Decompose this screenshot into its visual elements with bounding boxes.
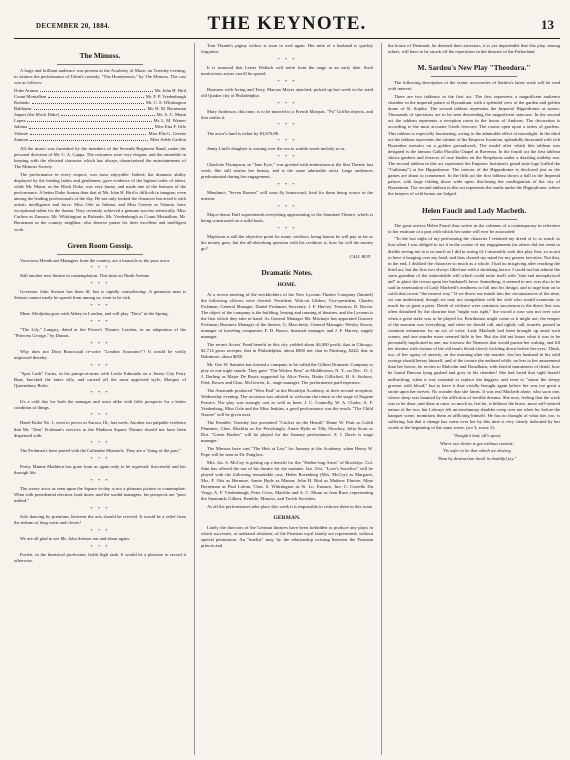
- item-separator: * * *: [90, 362, 110, 368]
- paragraph: The performance in every respect, was most enjoyable. Indeed, the dramatic ability displayed by the leading ladies and gentlemen, gave evidence of the highest order of talent, while Mr. Munn, as the Mock Duke, was very funny, and made one of the features of the performance. A better Duke Aranza than that of Mr. John H. Bird is difficult to imagine, even among the leading professionals of the day. He not only looked the character but acted it with artistic intelligence and force. Miss Orle as Juliana, and Miss Greene as Volante, have exceptional talent for the drama. They certainly achieved a genuine success artistically. Miss Carlton as Zamora, Mr. Whittington as Rolando, Mr. Vredenburgh as Count Montalban, Mr. Berneman as the country neighbor, also deserve praise for their excellent and intelligent work.: [14, 171, 186, 232]
- cast-actor: Mr. L. M. Warner: [153, 118, 186, 124]
- german-notes-body: [201, 525, 373, 549]
- item-separator: * * *: [277, 78, 297, 84]
- cast-actor: Mr. F. P. Vredenburgh: [145, 93, 186, 99]
- article-gossip-body: [14, 258, 186, 564]
- article-intro: A large and brilliant audience was present at the Academy of Music on Tuesday evening, to witness the performance of Tobin's comedy, "The Honeymoon," by The Mimoss. The cast was as follows:: [14, 68, 186, 86]
- dramatic-note: The Kemble, Tuesday last presented "Cricket on the Hearth" Dame W. Pratt as Caleb Plummer, Chas. Macklin as Joe Perrybingle, Annie Hyde as Tilly Slowboy, Julia Stout as Dot. "Green Bushes" will be played for the January performance. S. I. Davis is stage manager.: [201, 420, 373, 444]
- column-2: [194, 43, 373, 755]
- leader-dots: [27, 118, 151, 122]
- gossip-item: The weary actor as seen upon the Square to-day is not a pleasant picture to contemplate. What with presidential election, hard times, and the sordid managers, his prospects are "poor indeed.": [14, 486, 186, 504]
- cast-actor: Mr. A. C. Munn: [156, 112, 186, 118]
- item-separator: * * *: [277, 153, 297, 159]
- paragraph: There are two tableaux in the first act. The first represents a magnificent audience chamber in the imperial palace at Byzantium, with a splendid view of the garden and golden dome of St. Sophia. The second tableau represents the Imperial Hippodrome at sunset. Thousands of spectators are to be seen descending the magnificent staircase. In the second act the tableau represents a reception room in the house of Andreas. The decoration is according to the most accurate Greek frescoes. The rooms open upon a series of gardens. This tableau is especially fascinating, owing to the admirable effect of moonlight. In the third act the tableau represents the cabinet of the Emperor Justinian, splendidly decorated with rich Byzantine mosaics on a golden groundwork. The model after which this tableau was designed is the famous Galla Placidia Chapel at Ravenna. In the fourth act the first tableau shows gardens and terraces of rose bushes on the Bosphorus under a dazzling midday sun. The second tableau in this act represents the Emperor Justinian's grand state loge (called the "Cathisma") at the Hippodrome. The interior of the Hippodrome is disclosed just as the games are about to commence. In the fifth act the first tableau shows a hall in the Imperial palace, with large folding doors wide open, disclosing the conflagration of the city of Byzantium. The second tableau in this act represents the vaults under the Hippodrome, where the keepers of wild beasts are lodged.: [388, 93, 560, 197]
- divider: [57, 254, 143, 255]
- item-separator: * * *: [90, 456, 110, 462]
- leader-dots: [32, 100, 144, 104]
- verse-line: Than by destruction dwell in doubtful joy.": [437, 456, 517, 461]
- cast-role: Lopez: [14, 118, 26, 124]
- gossip-item: Solo dancing by premium, between the acts should be revived. It would be a relief from the tedium of long waits and cloves!: [14, 514, 186, 526]
- cast-role: Duke Aranza: [14, 87, 39, 93]
- item-separator: * * *: [90, 412, 110, 418]
- paragraph: All the music was furnished by the members of the Seventh Regiment Band, under the personal direction of Mr. C. A. Cappa. The costumes were very elegant, and the ensemble in keeping with the elevated character which has always characterized the entertainments of The Mimoss Society.: [14, 145, 186, 169]
- item-separator: * * *: [277, 203, 297, 209]
- section-title-helen-faucit: Helen Faucit and Lady Macbeth.: [421, 205, 527, 215]
- leader-dots: [30, 131, 147, 135]
- item-separator: * * *: [277, 56, 297, 62]
- gossip-item: The Frohman's have parted with the Callendar Minstrels. They are a "thing of the past.": [20, 448, 181, 454]
- item-separator: * * *: [277, 181, 297, 187]
- cast-role: Jaques (the Mock Duke): [14, 112, 60, 118]
- gossip-item: Business with Irving and Terry, Marcus Meyer attached, picked up last week in the staid old Quaker city of Philadelphia.: [201, 86, 373, 98]
- cast-role: Zamora: [14, 136, 29, 142]
- gossip-item: "Spot Cash" Curtis, in his pumps-at-arms with Leslie Edmonds on a Jersey City Ferry Boat, knocked the latter silly, and carried off the most approved style, Marquis of Queensbury Rules.: [14, 370, 186, 388]
- cast-list: [14, 88, 186, 143]
- item-separator: * * *: [90, 340, 110, 346]
- gossip-item: Still another new theatre in contemplation. This time on Ninth Avenue.: [20, 273, 151, 279]
- item-separator: * * *: [90, 318, 110, 324]
- cast-actor: Mr. John H. Bird: [154, 87, 186, 93]
- publication-title: THE KEYNOTE.: [207, 13, 367, 34]
- cast-role: Count Montalban: [14, 93, 47, 99]
- dramatic-note: As all the performances take place this week it is impossible to criticize them in this issue.: [207, 504, 373, 509]
- cast-actor: Miss Adele Carlton: [150, 136, 186, 142]
- gossip-item: Major-domo Duff superintends everything appertaining to the Standard Theatre, which is being constructed on a solid basis.: [201, 211, 373, 223]
- item-separator: * * *: [277, 138, 297, 144]
- gossip-item: Jenny Lind's daughter is coming over the sea to warble sweet melody to us.: [207, 146, 346, 152]
- leader-dots: [30, 137, 148, 141]
- verse-line: 'Tis safer to be that which we destroy,: [442, 448, 512, 454]
- leader-dots: [34, 106, 146, 110]
- item-separator: * * *: [90, 281, 110, 287]
- masthead: [14, 8, 560, 39]
- gossip-item: Hazel Kirke No. 1, went to pieces at Aurora, Ill., last week. Another too palpable evidence that Mr. "Dan" Frohman's services to the Madison Square Theatre should not have been dispensed with.: [14, 420, 186, 438]
- gossip-item: Voracious Mendicant Managers from the country, are a barnacle to the poor actor.: [20, 257, 171, 263]
- column-1: [14, 43, 186, 755]
- gossip-item: It's a cold day for both the manager and actor alike with little prospects for a better condition of things.: [14, 398, 186, 410]
- dramatic-note: Mrs. Jas. S. McCoy is getting up a benefit for the "Shelter'ring Arms" of Brooklyn. Col. Sinn has offered the use of his theatre for the matinee, Jan. 21st. "Love's Sacrifice" will be played with the following remarkable cast: Helen Rosenberg (Mrs. McCoy) as Margaret, Mrs. F. Otis as Hermine, Annie Hyde as Manon, John H. Bird as Mathew Elmore, Mme Berneman as Paul Lafont, Chas. S. Whittington as St. Lo. Eustace, Jno. C. Costello Du Vergy, A. F. Vredenburgh; Peter Cross, Macklin and A. C. Munn as Jean Ruse, representing the Amaranth, Gilbert, Kemble, Mimoss, and Yorick Societies.: [201, 459, 373, 502]
- cast-role: Balthazar: [14, 106, 32, 112]
- leader-dots: [48, 94, 143, 98]
- gossip-item: "The Lily," Langtry, dated at the Prince's Theatre, London, in an adaptation of the "Princess George," by Dumas.: [14, 326, 186, 338]
- dramatic-note: Lately the directors of the German theatres have been forbidden to produce any plays in which successes, or unbiased relations, of the Prussian royal family are represented, without special permission. An "intelist" may, by the relationship existing between the Prussian princes and: [201, 525, 373, 549]
- item-separator: * * *: [90, 527, 110, 533]
- gossip-item: Mendum's "Seven Ravens" will soon fly homeward, food for them being scarce in the interior.: [201, 190, 373, 202]
- columns: [14, 43, 560, 755]
- paragraph: The following description of the scenic accessories of Sardou's latest work will be read with interest:: [388, 80, 560, 92]
- verse-line: Where our desire is got without content;: [440, 440, 514, 446]
- gossip-item: Tom Thumb's pigmy widow is soon to wed again. Her mite of a husband is quickly forgotten.: [201, 43, 373, 55]
- leader-dots: [29, 124, 153, 128]
- helen-faucit-body: [388, 223, 560, 432]
- gossip-item: Mme. Modjeska goes with Abbey in London, and will play "Dora" in the Spring.: [20, 311, 169, 317]
- gossip-continued: [201, 43, 373, 252]
- subhead-home: HOME.: [277, 281, 297, 288]
- item-separator: * * *: [90, 543, 110, 549]
- section-title-theodora: M. Sardou's New Play "Theodora.": [417, 63, 531, 73]
- dramatic-note: The recent Actors' Fund benefit in this city yielded about $4,000 profit; that in Chicago, $2,714 gross receipts; that in Philadelphia, about $800 net; that in Pittsburg, $242; that in Baltimore, about $650.: [201, 342, 373, 360]
- leader-dots: [40, 88, 153, 92]
- item-separator: * * *: [90, 505, 110, 511]
- section-title-dramatic-notes: Dramatic Notes.: [261, 267, 313, 277]
- cast-actor: Mr. C. S. Whittington: [146, 100, 186, 106]
- theodora-body: [388, 80, 560, 197]
- cast-role: Rolando: [14, 100, 30, 106]
- item-separator: * * *: [90, 302, 110, 308]
- cast-actor: Mr. H. M. Berneman: [147, 106, 186, 112]
- article-mimoss-body: [14, 146, 186, 233]
- cast-actor: Miss Etta F. Orle: [154, 124, 186, 130]
- item-separator: * * *: [90, 477, 110, 483]
- gossip-item: Charlotte Thompson, in "Jane Eyre," was greeted with enthusiasm at the Star Theatre last week. She still retains her beauty, and is the same admirable artist. Large audiences predominated during her engagement.: [201, 162, 373, 180]
- item-separator: * * *: [90, 440, 110, 446]
- cast-role: Volante: [14, 130, 28, 136]
- paragraph: the house of Denmark, be deemed their ancestors, it is yet improbable that this play, among others, will have to be struck off the repertoires in the theatres of the Fatherland.: [388, 43, 560, 55]
- divider: [57, 64, 143, 65]
- dramatic-notes-body: [201, 292, 373, 510]
- section-title-mimoss: The Mimoss.: [79, 51, 121, 60]
- verse-line: "Nought's had, all's spent,: [452, 432, 502, 438]
- gossip-item: Governor John Stetson has been ill, but is rapidly convalescing. A generous man is Stetson cannot easily be spared from among us, even to be sick.: [14, 289, 186, 301]
- divider: [431, 76, 517, 77]
- item-separator: * * *: [90, 390, 110, 396]
- cast-actor: Miss Ella G. Greene: [148, 130, 186, 136]
- item-separator: * * *: [277, 225, 297, 231]
- column-3: [381, 43, 560, 755]
- section-title-gossip: Green Room Gossip.: [67, 240, 133, 250]
- item-separator: * * *: [277, 100, 297, 106]
- item-separator: * * *: [90, 265, 110, 271]
- gossip-item: Pretty Minnie Maddern has gone from us again only to be regretted. Successful and her through life.: [14, 464, 186, 476]
- gossip-item: It is rumored that Lester Wallack will retire from the stage at an early date. Such meritorious actors can ill be spared.: [201, 64, 373, 76]
- leader-dots: [61, 112, 155, 116]
- dramatic-note: Mr. Geo W. Sammis has formed a company to be called the Gilbert Dramatic Company to play in one night stands. They gave "The Widow Bess" at Middletown, N. Y., on Dec. 15. J. J. Darling as Major De Boots supported by Alice Ferris, Hattie Gillisfied, H. S. Stoboss, Fred. Bowes and Chas. McGowen, Jr., stage manager. The performance paid expenses.: [201, 361, 373, 386]
- gossip-item: We are all glad to see Mr. John Stetson out and about again.: [20, 535, 130, 541]
- divider: [431, 219, 517, 220]
- cast-role: Juliana: [14, 124, 28, 130]
- dramatic-note: The Amaranth produced "West End" at the Brooklyn Academy, at their second reception, Wednesday evening. The occasion was utilized to welcome the return to the stage of Eugene Powers. The play was strongly cast as well as been. J. C. Connolly, W. A. Clarke, A. F. Vredenburg, Miss Gale and the Miss Jenkins, a good performance was the result; "The Child Nursee" will be given next.: [201, 387, 373, 418]
- verse-quote: [388, 433, 560, 462]
- gossip-item: Why does not Dion Boucicault re-write "London Assurance"? It would be vastly improved thereby.: [14, 348, 186, 360]
- page-number: 13: [541, 17, 554, 32]
- gossip-item: Mapleson is still the objective point for many creditors, being honest he will pay as far as his money goes, but the all-absorbing question with his creditors is, how far will the money go?: [201, 233, 373, 251]
- paragraph: The great actress Helen Faucit thus writes in the columns of a contemporary in reference to her estimate of a part with which her name will ever be associated:: [388, 222, 560, 234]
- gossip-item: Forfeit, in the theatrical profession, holds high rank. It would be a pleasure to record it otherwise.: [14, 551, 186, 563]
- issue-date: DECEMBER 20, 1884.: [36, 22, 110, 30]
- gossip-item: The actor's fund is richer by $3,676.88.: [207, 130, 280, 136]
- cast-row: [14, 137, 186, 143]
- gossip-item: Mary Anderson, this time, is to be married to a French Marquis. "Pa" Griffin objects, and that settles it.: [201, 108, 373, 120]
- item-separator: * * *: [277, 122, 297, 128]
- dramatic-note: The Mimoss have cast "The Heir at Law" for January at the Academy, when Henry W. Pope will be seen as Dr. Pangloss.: [201, 445, 373, 458]
- paragraph: "To the last night of my performing the character I retained my dread of it; so much so that when I was obliged to act it in the course of my engagements (as others did not seem to dislike seeing me in it so much as I did in acting it) I invariably took this play first, so as not to have it hanging over my head, and thus cleared my mind for my greater favorites. Not that, in the end, I disliked the character so much as a whole. I had no misgiving after reaching the third act, but the first two always filled me with a shrinking horror. I could not but admire the stern grandeur of the indomitable will which could unite itself with "fate and metaphysical aid" to place the crown upon her husband's brow. Something, it seemed to me, was also to be said in extenuation of Lady Macbeth's readiness to fall into his design, and to urge him on to catch that crown "the nearest way." If we throw our minds into the circumstances of the time, we can understand, though we may not sympathize with the wife who would exonerate so much for so great a prize. Deeds of violence were common; succession to the direct line was often disturbed by the doctrine that "might was right," the sword a ruse was not over nice when a great stake was to be played for. Retribution might come or it might not; the temper of the moment was everything, and what we should call, and rightly call, murder, passed in common estimation for an act of valor. Lady Macbeth had been brought up amid such scenes, and one murder more seemed little to her. But she did not know what it was to be personally implicated in one, nor foresaw the Nemesis that would pursue her waking, and fill her dreams with visions of the old man's blood slowly trickling down before her eyes. Think, too, of her agony of anxiety, on the morning after the murder, lest her husband in his wild ravings should betray himself, and of the torture she endured while, no less to her amazement than her horror, he recites to Malcolm and Donalbain, with fearful minuteness of detail, how he found Duncan lying gashed and gory in his chamber! She had faced that sight herself unflinching, when it was essential to replace the daggers, and even to "smear the sleepy grooms with blood;" but to have it thus vividly brought again before her was too great a strain upon her nerves. No wonder that she faints. It was real Macbeth alone, who soon one, whose sleep was haunted by the affliction of terrible dreams. She now, feeling that the work was to be done, and done at once, so much as, lest he, is hitherto the brave, more self-centred nature of the two, but I always felt an involuntary shudder creep over me when he, before the banquet scene, monitions them as afflicting himself. He has no thought of what she, too, is suffering, but that a change has come over her by this time is very clearly indicated by her words at the beginning of the same scene, (act 3, scene 2):: [388, 236, 560, 431]
- subhead-german: GERMAN.: [273, 515, 301, 522]
- german-notes-continued: [388, 43, 560, 55]
- dramatic-note: At a recent meeting of the stockholders of the New Lyceum Theatre Company (limited) the following officers were elected: President, Wolcott Gibbes; Vice-president, Charles Frohman; General Manager, Daniel Frohman; Secretary, J. F. Harvey; Treasurer, D. Decon. The object of the company is the building, leasing and running of theatres, and the Lyceum is the first which they take in hand. As General Manager Mr. Mackaye has appointed Gustave Frohman; Business Manager of the theatre; G. Macchesly, General Manager; Wesley Sisson, manager of traveling companies; F. D. Bonce, financial manager, and J. F. Harvey, supply manager.: [201, 291, 373, 340]
- byline-signature: CALL BOY.: [349, 253, 371, 259]
